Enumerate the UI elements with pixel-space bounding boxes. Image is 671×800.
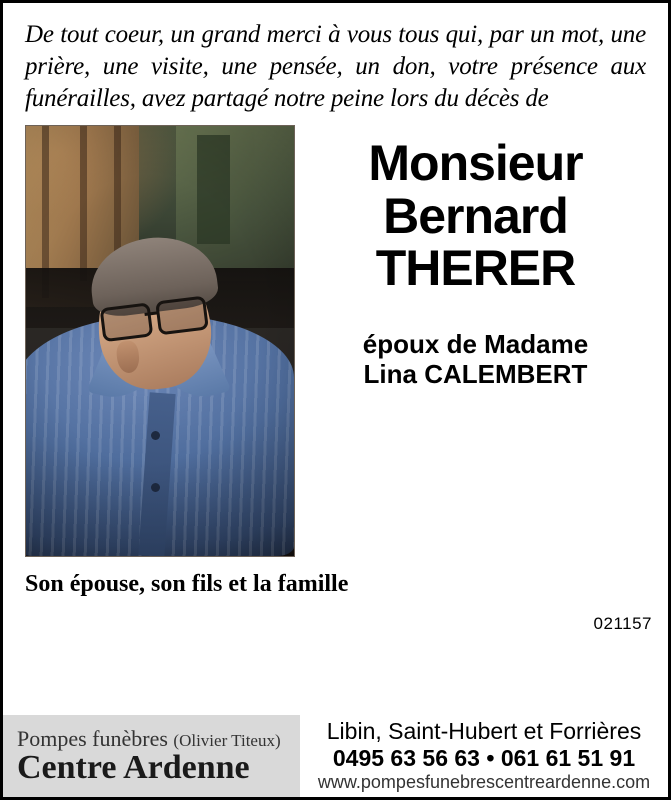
funeral-home-owner: (Olivier Titeux) <box>173 731 281 751</box>
spouse-name: Lina CALEMBERT <box>363 359 588 390</box>
deceased-photo <box>25 125 295 557</box>
name-block <box>295 125 654 390</box>
deceased-lastname: THERER <box>375 240 576 296</box>
funeral-home-website[interactable]: www.pompesfunebrescentreardenne.com <box>317 772 651 793</box>
funeral-home-branding <box>3 715 300 797</box>
funeral-home-name: Centre Ardenne <box>17 749 250 787</box>
deceased-firstname: Bernard <box>383 187 568 244</box>
phone-primary[interactable]: 0495 63 56 63 <box>332 744 480 771</box>
funeral-home-region: Libin, Saint-Hubert et Forrières <box>326 717 642 744</box>
deceased-title: Monsieur <box>368 135 583 191</box>
photo-vignette <box>26 126 294 556</box>
thank-you-message: De tout coeur, un grand merci à vous tous qui, par un mot, une prière, une visite, une pensée, un don, votre présence aux funérailles, avez partagé notre peine lors du décès de <box>25 21 646 112</box>
spouse-block <box>305 329 646 390</box>
phone-separator: • <box>486 744 495 771</box>
funeral-home-prefix: Pompes funèbres <box>17 726 168 752</box>
spouse-label: époux de Madame <box>362 328 589 359</box>
reference-number: 021157 <box>593 614 652 633</box>
photo-and-name-row <box>3 121 668 557</box>
funeral-home-contact <box>300 715 668 797</box>
phone-secondary[interactable]: 061 61 51 91 <box>500 744 636 771</box>
funeral-home-phones <box>310 745 658 771</box>
funeral-home-footer <box>3 715 668 797</box>
photo-background <box>26 126 294 556</box>
deceased-name <box>305 137 646 295</box>
family-signature: Son épouse, son fils et la famille <box>25 571 349 597</box>
